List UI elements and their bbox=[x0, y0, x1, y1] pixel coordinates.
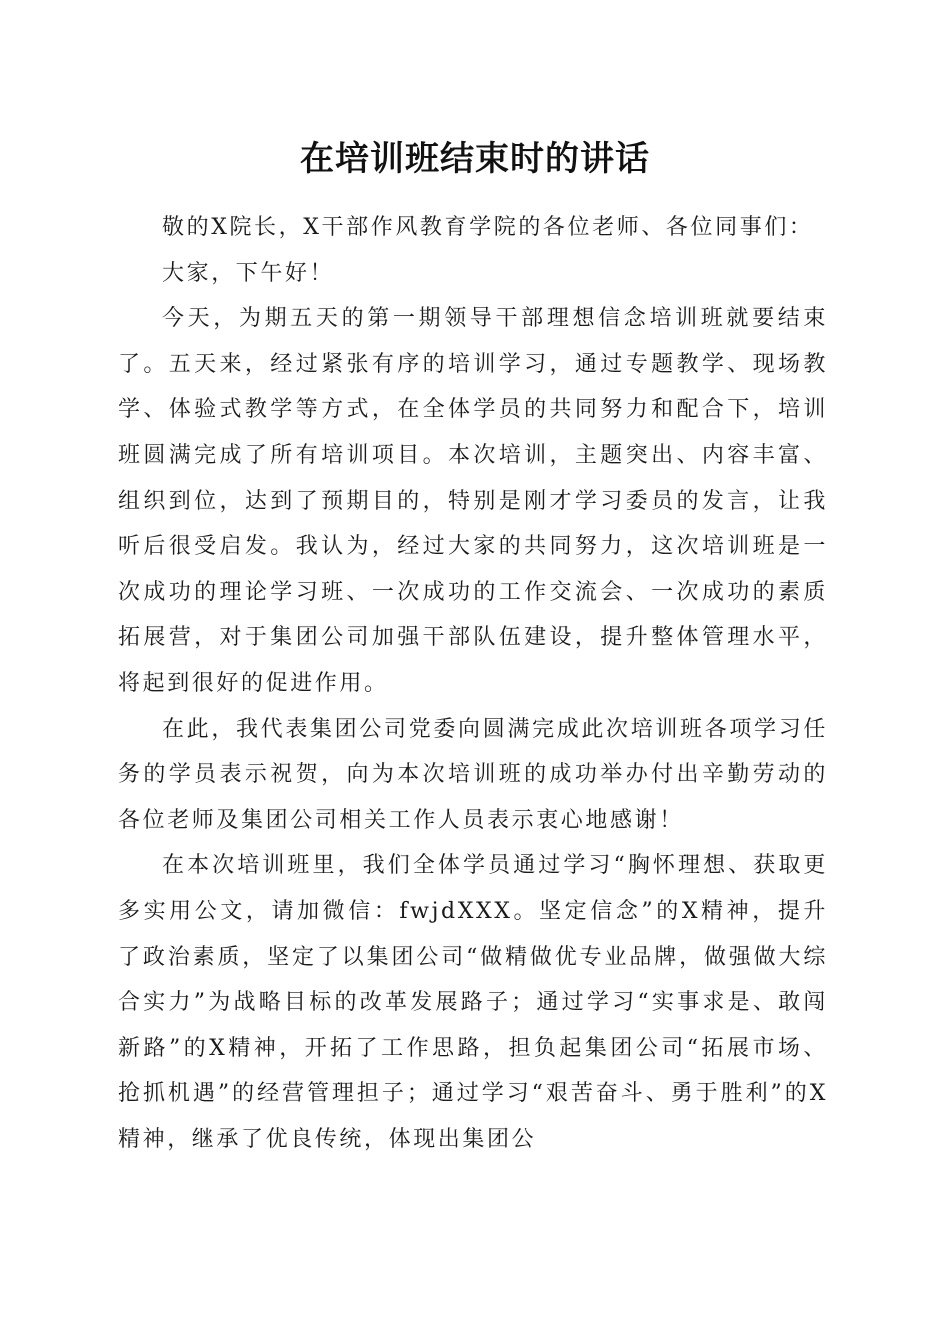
document-body bbox=[118, 205, 828, 1162]
salutation-paragraph: 敬的X院长，X干部作风教育学院的各位老师、各位同事们： bbox=[162, 215, 814, 240]
greeting-paragraph: 大家，下午好！ bbox=[162, 260, 335, 286]
document-title: 在培训班结束时的讲话 bbox=[300, 139, 650, 179]
body-paragraph: 今天，为期五天的第一期领导干部理想信念培训班就要结束了。五天来，经过紧张有序的培训学习，通过专题教学、现场教学、体验式教学等方式，在全体学员的共同努力和配合下，培训班圆满完成了所有培训项目。本次培训，主题突出、内容丰富、组织到位，达到了预期目的，特别是刚才学习委员的发言，让我听后很受启发。我认为，经过大家的共同努力，这次培训班是一次成功的理论学习班、一次成功的工作交流会、一次成功的素质拓展营，对于集团公司加强干部队伍建设，提升整体管理水平，将起到很好的促进作用。 bbox=[118, 306, 828, 696]
body-paragraph: 在此，我代表集团公司党委向圆满完成此次培训班各项学习任务的学员表示祝贺，向为本次培训班的成功举办付出辛勤劳动的各位老师及集团公司相关工作人员表示衷心地感谢！ bbox=[118, 716, 828, 833]
body-paragraph: 在本次培训班里，我们全体学员通过学习“胸怀理想、获取更多实用公文，请加微信：fwjdXXX。坚定信念”的X精神，提升了政治素质，坚定了以集团公司“做精做优专业品牌，做强做大综合实力”为战略目标的改革发展路子；通过学习“实事求是、敢闯新路”的X精神，开拓了工作思路，担负起集团公司“拓展市场、抢抓机遇”的经营管理担子；通过学习“艰苦奋斗、勇于胜利”的X精神，继承了优良传统，体现出集团公 bbox=[118, 853, 828, 1152]
